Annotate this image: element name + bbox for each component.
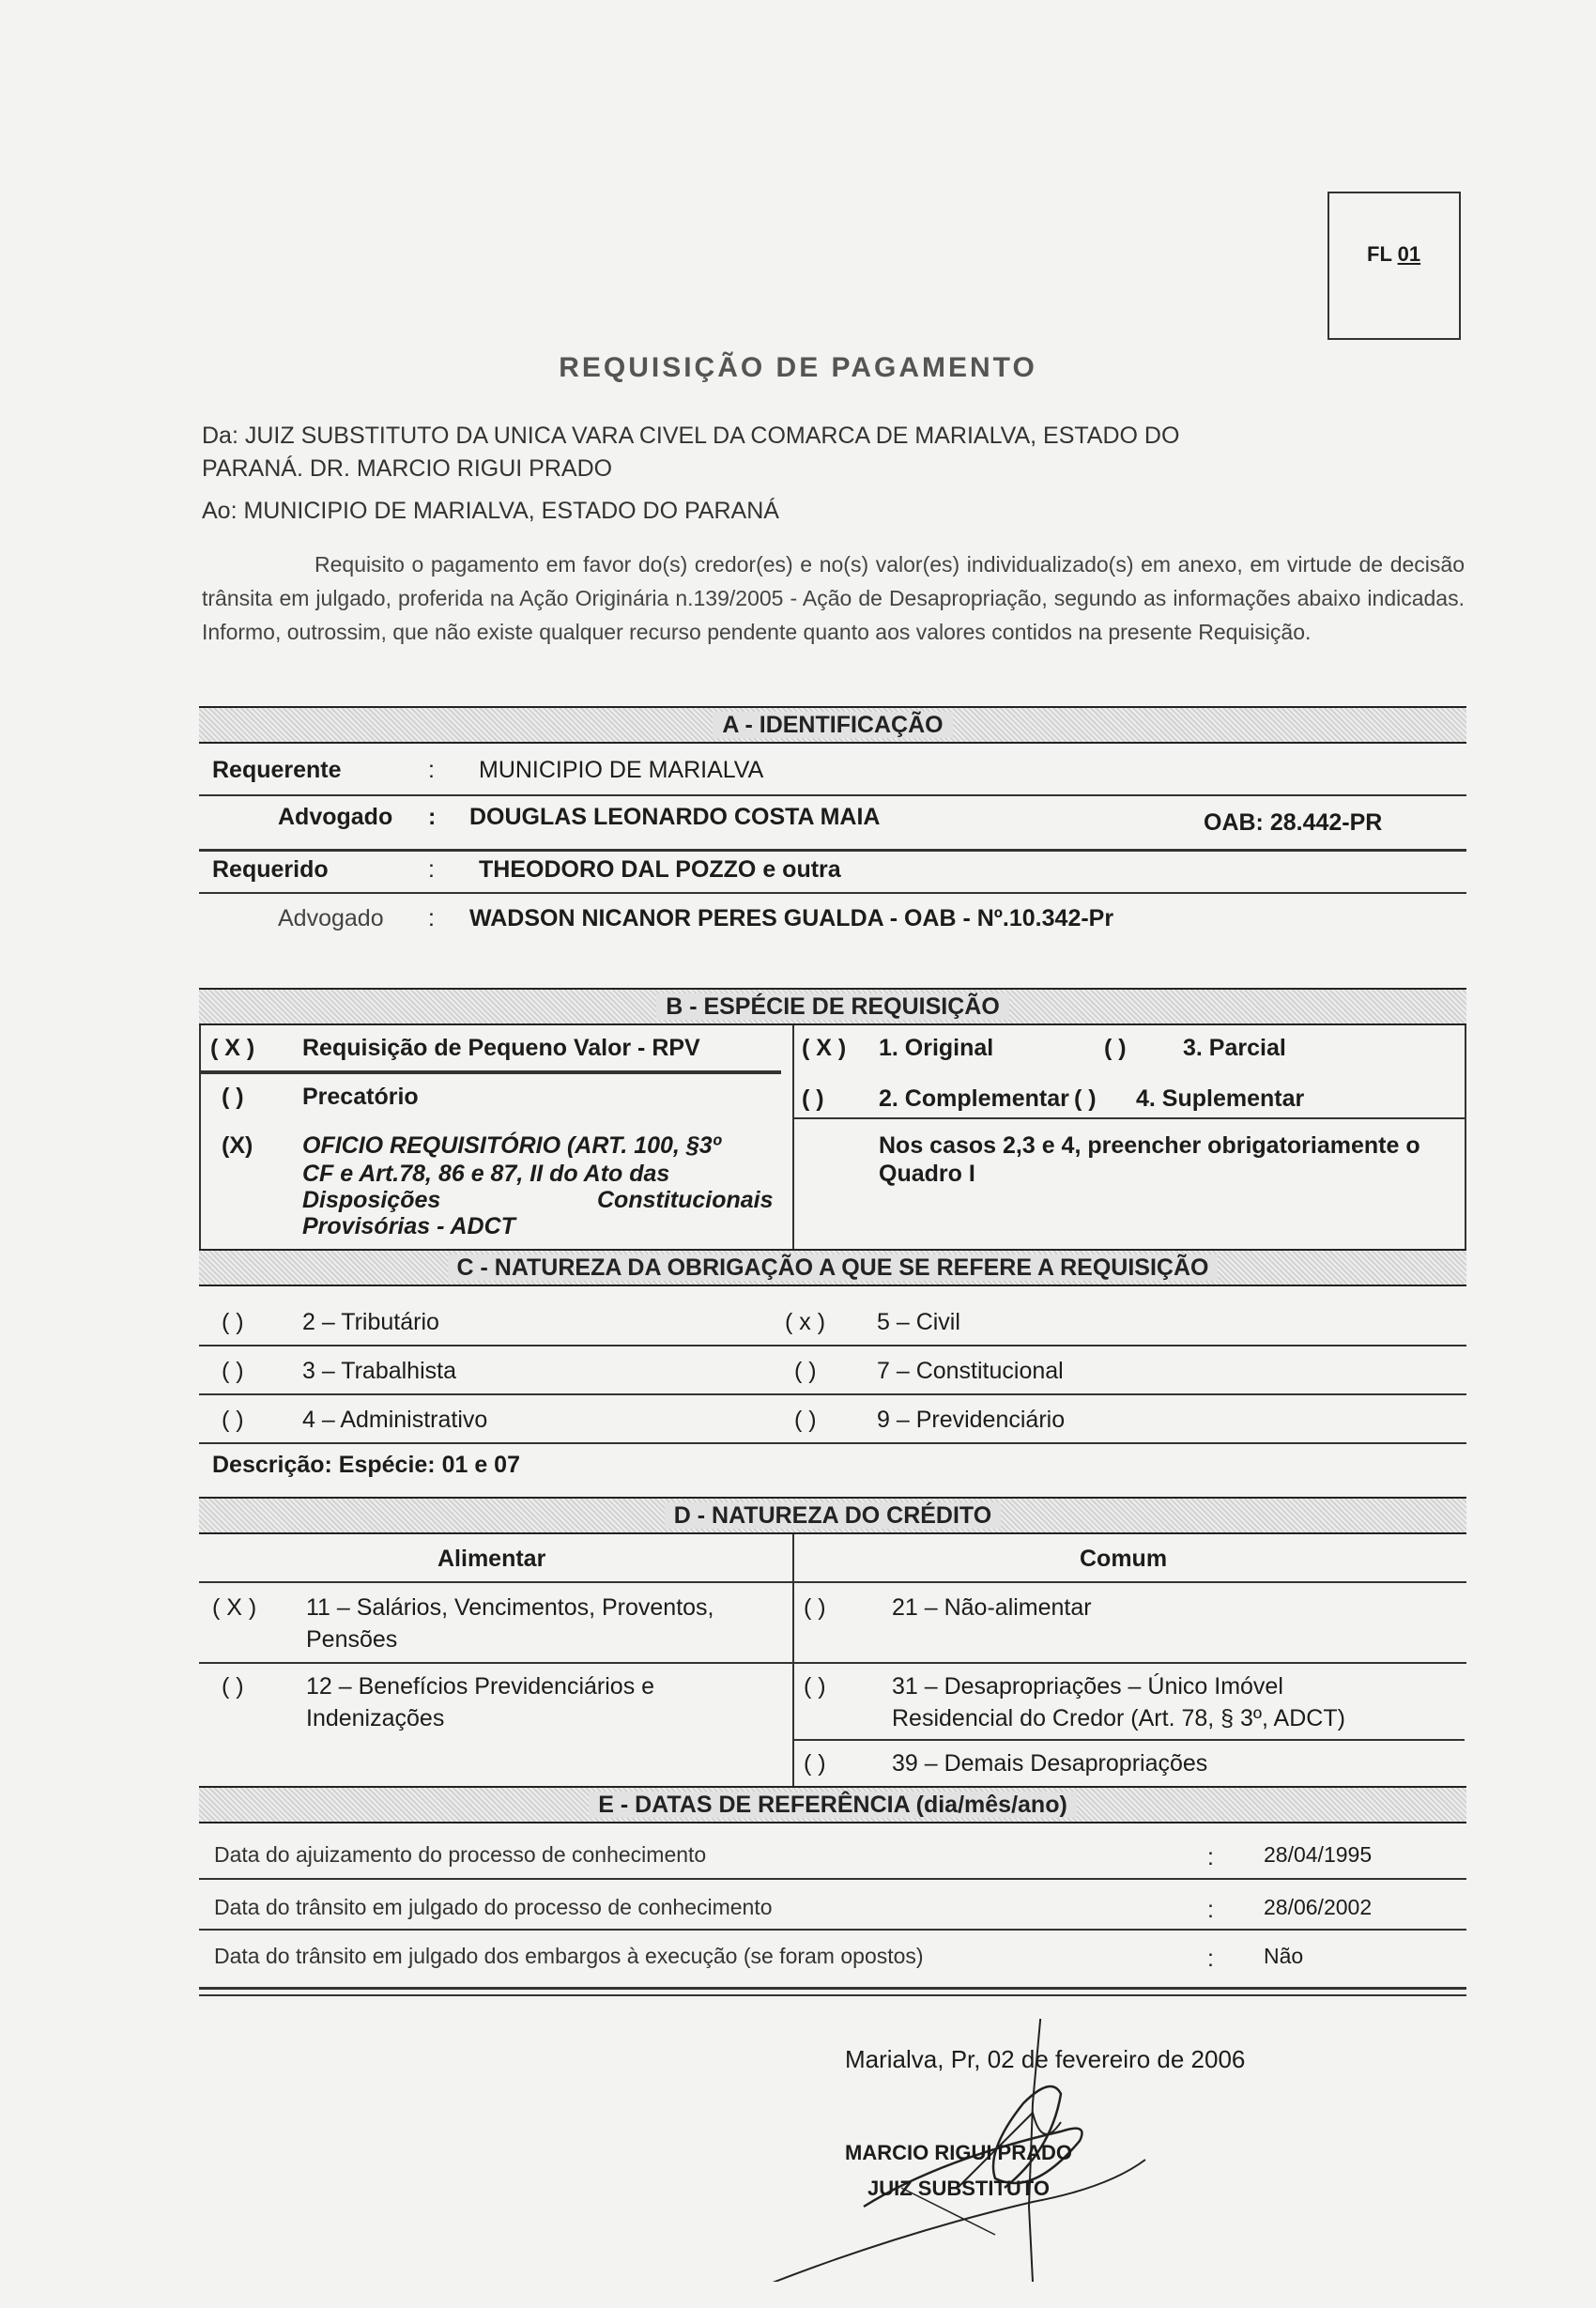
parcial-label: 3. Parcial xyxy=(1183,1035,1286,1061)
d21-checkbox[interactable]: ( ) xyxy=(804,1594,826,1621)
d12-checkbox[interactable]: ( ) xyxy=(222,1673,244,1700)
requerente-label: Requerente xyxy=(212,757,342,783)
note-line-2: Quadro I xyxy=(879,1161,975,1187)
advogado-2-value: WADSON NICANOR PERES GUALDA - OAB - Nº.10.342-Pr xyxy=(469,905,1114,931)
divider xyxy=(199,1662,1466,1664)
original-checkbox[interactable]: ( X ) xyxy=(802,1035,847,1061)
d39-label: 39 – Demais Desapropriações xyxy=(892,1750,1208,1777)
d12-line-1: 12 – Benefícios Previdenciários e xyxy=(306,1673,655,1700)
requerido-value: THEODORO DAL POZZO e outra xyxy=(479,856,841,883)
column-divider xyxy=(792,1534,794,1788)
c-civil-checkbox[interactable]: ( x ) xyxy=(785,1309,826,1335)
divider xyxy=(199,1987,1466,1990)
parcial-checkbox[interactable]: ( ) xyxy=(1104,1035,1127,1061)
section-d-header xyxy=(199,1497,1466,1534)
colon: : xyxy=(428,757,435,783)
folio-number: 01 xyxy=(1397,242,1421,266)
divider xyxy=(199,849,1466,852)
section-c-title: C - NATUREZA DA OBRIGAÇÃO A QUE SE REFERE A REQUISIÇÃO xyxy=(448,1254,1219,1281)
c-tributario-checkbox[interactable]: ( ) xyxy=(222,1309,244,1335)
c-previdenciario-checkbox[interactable]: ( ) xyxy=(794,1407,817,1433)
c-trabalhista-label: 3 – Trabalhista xyxy=(302,1358,456,1384)
precatorio-label: Precatório xyxy=(302,1084,419,1110)
divider xyxy=(199,1878,1466,1880)
to-line: Ao: MUNICIPIO DE MARIALVA, ESTADO DO PARANÁ xyxy=(202,498,779,524)
oficio-line-3b: Constitucionais xyxy=(597,1187,774,1213)
folio-text xyxy=(1367,242,1420,267)
oficio-line-3a: Disposições xyxy=(302,1187,441,1213)
c-previdenciario-label: 9 – Previdenciário xyxy=(877,1407,1066,1433)
c-constitucional-label: 7 – Constitucional xyxy=(877,1358,1064,1384)
col-alimentar-header: Alimentar xyxy=(437,1546,546,1572)
rpv-label: Requisição de Pequeno Valor - RPV xyxy=(302,1035,700,1061)
advogado-1-value: DOUGLAS LEONARDO COSTA MAIA xyxy=(469,804,881,830)
complementar-label: 2. Complementar xyxy=(879,1085,1069,1112)
from-line-2: PARANÁ. DR. MARCIO RIGUI PRADO xyxy=(202,455,613,482)
request-paragraph xyxy=(202,547,1465,649)
d11-checkbox[interactable]: ( X ) xyxy=(212,1594,257,1621)
divider xyxy=(199,1581,1466,1583)
divider xyxy=(199,1994,1466,1996)
d11-line-2: Pensões xyxy=(306,1626,398,1653)
oficio-checkbox[interactable]: (X) xyxy=(222,1132,253,1159)
original-label: 1. Original xyxy=(879,1035,994,1061)
place-date: Marialva, Pr, 02 de fevereiro de 2006 xyxy=(845,2045,1246,2073)
e-row-1-label: Data do ajuizamento do processo de conhecimento xyxy=(214,1842,707,1867)
col-comum-header: Comum xyxy=(1080,1546,1168,1572)
signer-title: JUIZ SUBSTITUTO xyxy=(867,2177,1050,2200)
advogado-2-label: Advogado xyxy=(278,905,384,931)
section-c-header xyxy=(199,1249,1466,1286)
precatorio-checkbox[interactable]: ( ) xyxy=(222,1084,244,1110)
advogado-1-oab: OAB: 28.442-PR xyxy=(1204,809,1383,836)
e-row-2-value: 28/06/2002 xyxy=(1264,1895,1373,1919)
oficio-line-4: Provisórias - ADCT xyxy=(302,1213,515,1239)
c-constitucional-checkbox[interactable]: ( ) xyxy=(794,1358,817,1384)
table-border xyxy=(1465,1025,1466,1249)
divider xyxy=(199,1929,1466,1931)
c-trabalhista-checkbox[interactable]: ( ) xyxy=(222,1358,244,1384)
suplementar-checkbox[interactable]: ( ) xyxy=(1074,1085,1097,1112)
rpv-checkbox[interactable]: ( X ) xyxy=(210,1035,255,1061)
request-paragraph-text: Requisito o pagamento em favor do(s) credor(es) e no(s) valor(es) individualizado(s) em anexo, em virtude de decisão trânsita em julgado, proferida na Ação Originária n.139/2005 - Ação de Desapropriação, segundo as informações abaixo indicadas. Informo, outrossim, que não existe qualquer recurso pendente quanto aos valores contidos na presente Requisição. xyxy=(202,552,1465,644)
oficio-line-2: CF e Art.78, 86 e 87, II do Ato das xyxy=(302,1161,670,1187)
folio-label: FL xyxy=(1367,242,1398,266)
section-e-header xyxy=(199,1786,1466,1823)
requerido-label: Requerido xyxy=(212,856,329,883)
d31-line-1: 31 – Desapropriações – Único Imóvel xyxy=(892,1673,1283,1700)
section-d-title: D - NATUREZA DO CRÉDITO xyxy=(665,1502,1001,1529)
note-line-1: Nos casos 2,3 e 4, preencher obrigatoriamente o xyxy=(879,1132,1420,1159)
d31-line-2: Residencial do Credor (Art. 78, § 3º, ADCT) xyxy=(892,1705,1345,1731)
folio-box xyxy=(1327,192,1461,340)
signer-name: MARCIO RIGUI PRADO xyxy=(845,2141,1072,2164)
d11-line-1: 11 – Salários, Vencimentos, Proventos, xyxy=(306,1594,714,1621)
suplementar-label: 4. Suplementar xyxy=(1136,1085,1305,1112)
from-line-1: Da: JUIZ SUBSTITUTO DA UNICA VARA CIVEL DA COMARCA DE MARIALVA, ESTADO DO xyxy=(202,423,1180,449)
divider xyxy=(792,1739,1465,1741)
e-row-2-label: Data do trânsito em julgado do processo de conhecimento xyxy=(214,1895,773,1919)
advogado-1-label: Advogado xyxy=(278,804,393,830)
document-title: REQUISIÇÃO DE PAGAMENTO xyxy=(559,352,1037,383)
requerente-value: MUNICIPIO DE MARIALVA xyxy=(479,757,764,783)
c-administrativo-label: 4 – Administrativo xyxy=(302,1407,488,1433)
e-row-1-value: 28/04/1995 xyxy=(1264,1842,1373,1867)
section-a-title: A - IDENTIFICAÇÃO xyxy=(713,712,952,738)
colon: : xyxy=(428,804,437,830)
divider xyxy=(199,1345,1466,1346)
c-descricao: Descrição: Espécie: 01 e 07 xyxy=(212,1452,520,1478)
d39-checkbox[interactable]: ( ) xyxy=(804,1750,826,1777)
c-tributario-label: 2 – Tributário xyxy=(302,1309,439,1335)
colon: : xyxy=(428,856,435,883)
section-b-header xyxy=(199,988,1466,1025)
c-administrativo-checkbox[interactable]: ( ) xyxy=(222,1407,244,1433)
divider xyxy=(199,892,1466,894)
column-divider xyxy=(792,1025,794,1249)
d12-line-2: Indenizações xyxy=(306,1705,445,1731)
divider xyxy=(199,1393,1466,1395)
section-a-header xyxy=(199,706,1466,744)
divider xyxy=(792,1117,1465,1119)
divider xyxy=(199,1442,1466,1444)
d21-label: 21 – Não-alimentar xyxy=(892,1594,1092,1621)
colon: : xyxy=(1207,1844,1214,1870)
table-border xyxy=(199,1025,201,1249)
colon: : xyxy=(428,905,435,931)
d31-checkbox[interactable]: ( ) xyxy=(804,1673,826,1700)
section-b-title: B - ESPÉCIE DE REQUISIÇÃO xyxy=(656,993,1009,1020)
e-row-3-value: Não xyxy=(1264,1944,1304,1968)
colon: : xyxy=(1207,1897,1214,1923)
colon: : xyxy=(1207,1946,1214,1972)
section-e-title: E - DATAS DE REFERÊNCIA (dia/mês/ano) xyxy=(589,1792,1077,1818)
divider xyxy=(199,1070,781,1074)
e-row-3-label: Data do trânsito em julgado dos embargos à execução (se foram opostos) xyxy=(214,1944,924,1968)
divider xyxy=(199,794,1466,796)
oficio-line-1: OFICIO REQUISITÓRIO (ART. 100, §3º xyxy=(302,1132,721,1159)
c-civil-label: 5 – Civil xyxy=(877,1309,960,1335)
complementar-checkbox[interactable]: ( ) xyxy=(802,1085,824,1112)
